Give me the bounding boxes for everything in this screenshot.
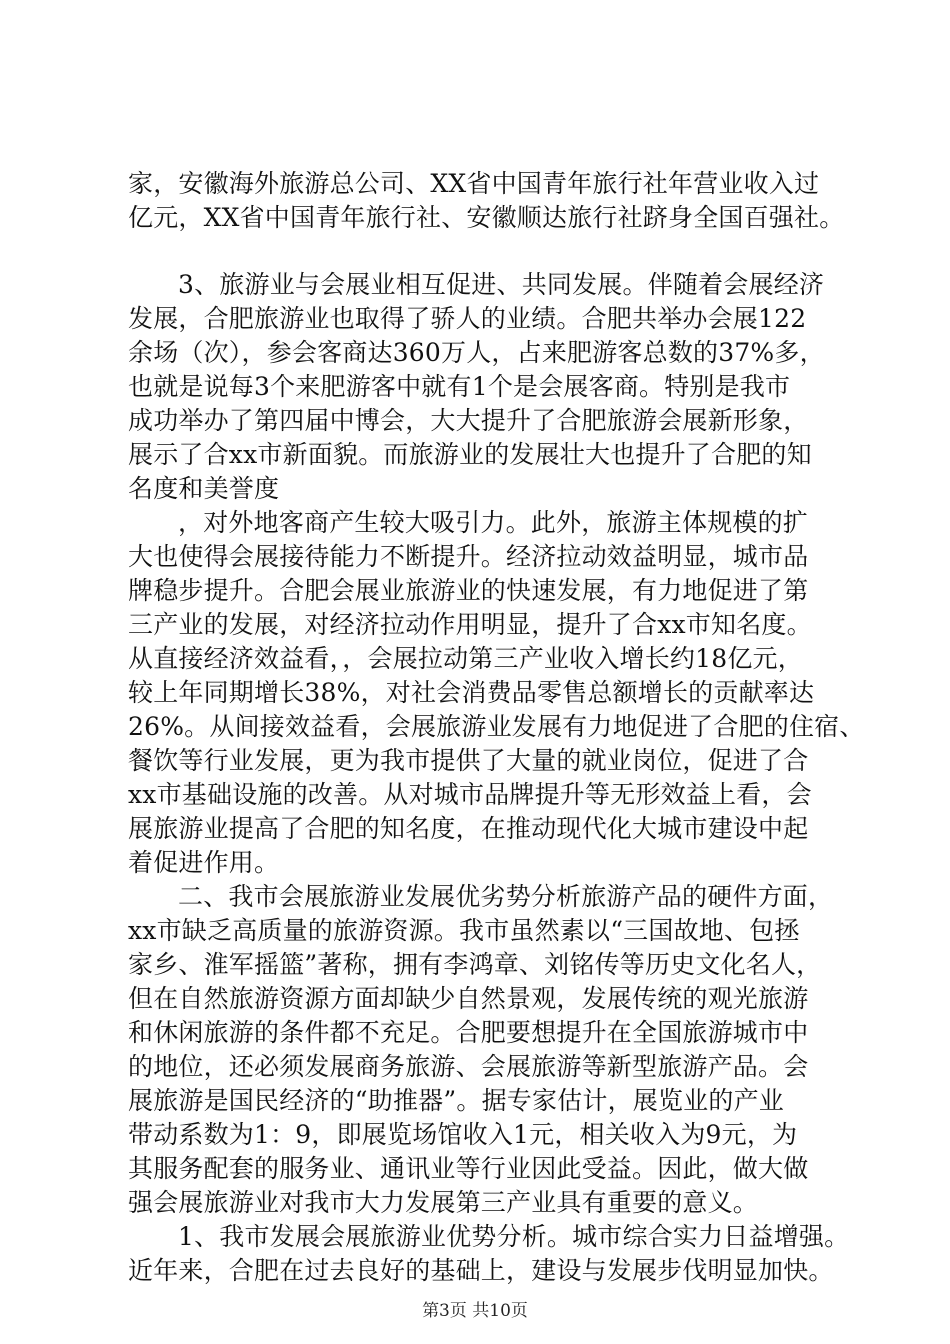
text-line: 家，安徽海外旅游总公司、XX省中国青年旅行社年营业收入过 xyxy=(128,169,820,198)
text-line: 和休闲旅游的条件都不充足。合肥要想提升在全国旅游城市中 xyxy=(128,1018,809,1047)
text-line: 其服务配套的服务业、通讯业等行业因此受益。因此，做大做 xyxy=(128,1154,809,1183)
text-line: 家乡、淮军摇篮”著称，拥有李鸿章、刘铭传等历史文化名人， xyxy=(128,950,822,979)
text-line: 着促进作用。 xyxy=(128,848,280,877)
text-line: 的地位，还必须发展商务旅游、会展旅游等新型旅游产品。会 xyxy=(128,1052,809,1081)
text-line: xx市基础设施的改善。从对城市品牌提升等无形效益上看，会 xyxy=(128,780,812,809)
text-line: 但在自然旅游资源方面却缺少自然景观，发展传统的观光旅游 xyxy=(128,984,809,1013)
text-line: 大也使得会展接待能力不断提升。经济拉动效益明显，城市品 xyxy=(128,542,809,571)
text-line: 亿元，XX省中国青年旅行社、安徽顺达旅行社跻身全国百强社。 xyxy=(128,203,845,232)
text-line: 展旅游是国民经济的“助推器”。据专家估计，展览业的产业 xyxy=(128,1086,784,1115)
text-line: 成功举办了第四届中博会，大大提升了合肥旅游会展新形象， xyxy=(128,406,809,435)
text-line: 发展，合肥旅游业也取得了骄人的业绩。合肥共举办会展122 xyxy=(128,304,807,333)
text-line: 强会展旅游业对我市大力发展第三产业具有重要的意义。 xyxy=(128,1188,759,1217)
text-line: 从直接经济效益看，，会展拉动第三产业收入增长约18亿元， xyxy=(128,644,803,673)
text-line: 三产业的发展，对经济拉动作用明显，提升了合xx市知名度。 xyxy=(128,610,812,639)
text-line: 展示了合xx市新面貌。而旅游业的发展壮大也提升了合肥的知 xyxy=(128,440,812,469)
text-line: 展旅游业提高了合肥的知名度，在推动现代化大城市建设中起 xyxy=(128,814,809,843)
text-line: 余场（次），参会客商达360万人，占来肥游客总数的37%多， xyxy=(128,338,825,367)
paragraph-start-line: 3、旅游业与会展业相互促进、共同发展。伴随着会展经济 xyxy=(178,270,825,299)
text-line: 也就是说每3个来肥游客中就有1个是会展客商。特别是我市 xyxy=(128,372,791,401)
text-line: 餐饮等行业发展，更为我市提供了大量的就业岗位，促进了合 xyxy=(128,746,809,775)
text-line: 带动系数为1：9，即展览场馆收入1元，相关收入为9元，为 xyxy=(128,1120,798,1149)
paragraph-start-line: 1、我市发展会展旅游业优势分析。城市综合实力日益增强。 xyxy=(178,1222,850,1251)
text-line: xx市缺乏高质量的旅游资源。我市虽然素以“三国故地、包拯 xyxy=(128,916,800,945)
text-line: 近年来，合肥在过去良好的基础上，建设与发展步伐明显加快。 xyxy=(128,1256,834,1285)
page-number-footer: 第3页 共10页 xyxy=(422,1301,528,1321)
text-line: 较上年同期增长38%，对社会消费品零售总额增长的贡献率达 xyxy=(128,678,815,707)
text-line: 26%。从间接效益看，会展旅游业发展有力地促进了合肥的住宿、 xyxy=(128,712,865,741)
text-line: 名度和美誉度 xyxy=(128,474,280,503)
text-line: 牌稳步提升。合肥会展业旅游业的快速发展，有力地促进了第 xyxy=(128,576,809,605)
paragraph-start-line: ，对外地客商产生较大吸引力。此外，旅游主体规模的扩 xyxy=(178,508,809,537)
paragraph-start-line: 二、我市会展旅游业发展优劣势分析旅游产品的硬件方面， xyxy=(178,882,834,911)
